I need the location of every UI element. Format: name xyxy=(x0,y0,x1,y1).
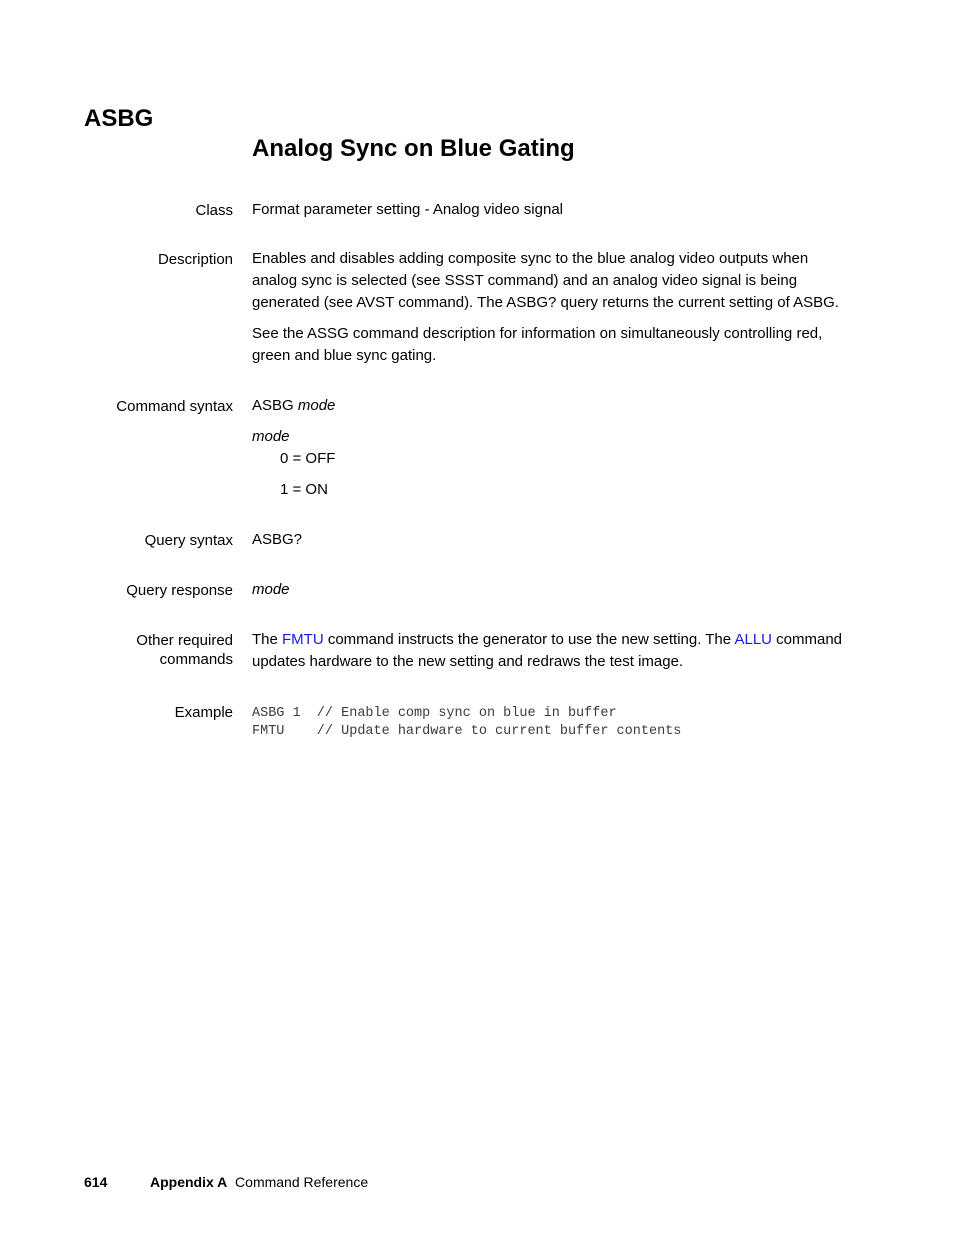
allu-link[interactable]: ALLU xyxy=(734,631,772,648)
param-option-on: 1 = ON xyxy=(280,481,328,498)
page-number: 614 xyxy=(84,1174,108,1190)
description-line: generated (see AVST command). The ASBG? query returns the current setting of ASBG. xyxy=(252,294,839,311)
description-line: Enables and disables adding composite sync to the blue analog video outputs when xyxy=(252,250,809,267)
param-definition xyxy=(252,426,872,470)
text-fragment: command xyxy=(772,631,843,648)
text-fragment: command instructs the generator to use the new setting. The xyxy=(323,631,735,648)
query-syntax-label: Query syntax xyxy=(144,532,233,549)
text-fragment: The xyxy=(252,631,283,648)
query-syntax-value xyxy=(252,529,872,551)
description-line: green and blue sync gating. xyxy=(252,347,437,364)
param-option-on-row xyxy=(252,479,872,501)
other-required-label-line: Other required xyxy=(136,632,233,649)
query-response-text: mode xyxy=(252,581,290,598)
description-label: Description xyxy=(157,251,233,268)
command-keyword: ASBG xyxy=(252,397,294,414)
example-label: Example xyxy=(174,704,233,721)
command-syntax-line xyxy=(252,395,872,417)
query-response-value xyxy=(252,579,872,601)
class-value: Format parameter setting - Analog video signal xyxy=(252,201,563,218)
query-syntax-text: ASBG? xyxy=(252,531,303,548)
example-code-line: ASBG 1 // Enable comp sync on blue in buffer xyxy=(252,706,617,721)
other-required-label xyxy=(80,631,233,669)
footer-section-title: Command Reference xyxy=(235,1174,369,1190)
footer-appendix: Appendix A xyxy=(150,1174,228,1190)
description-paragraph-2 xyxy=(252,323,872,367)
description-paragraph-1 xyxy=(252,248,872,314)
description-line: analog sync is selected (see SSST command) and an analog video signal is being xyxy=(252,272,798,289)
param-heading: mode xyxy=(252,428,290,445)
example-code-line: FMTU // Update hardware to current buffer contents xyxy=(252,724,682,739)
other-required-line-2: updates hardware to the new setting and redraws the test image. xyxy=(252,653,684,670)
other-required-text xyxy=(252,629,872,673)
command-syntax-value xyxy=(252,395,872,417)
class-label: Class xyxy=(195,202,233,219)
command-syntax-label: Command syntax xyxy=(116,398,233,415)
other-required-label-line: commands xyxy=(159,651,233,668)
fmtu-link[interactable]: FMTU xyxy=(282,631,324,648)
description-line: See the ASSG command description for information on simultaneously controlling red, xyxy=(252,325,823,342)
footer-section xyxy=(150,1173,368,1191)
class-text xyxy=(252,199,872,221)
param-option-off: 0 = OFF xyxy=(280,450,336,467)
query-response-label: Query response xyxy=(126,582,233,599)
command-title-heading: Analog Sync on Blue Gating xyxy=(252,135,575,162)
command-name-heading: ASBG xyxy=(84,105,154,132)
other-required-line-1 xyxy=(252,629,872,651)
command-param: mode xyxy=(297,397,336,414)
